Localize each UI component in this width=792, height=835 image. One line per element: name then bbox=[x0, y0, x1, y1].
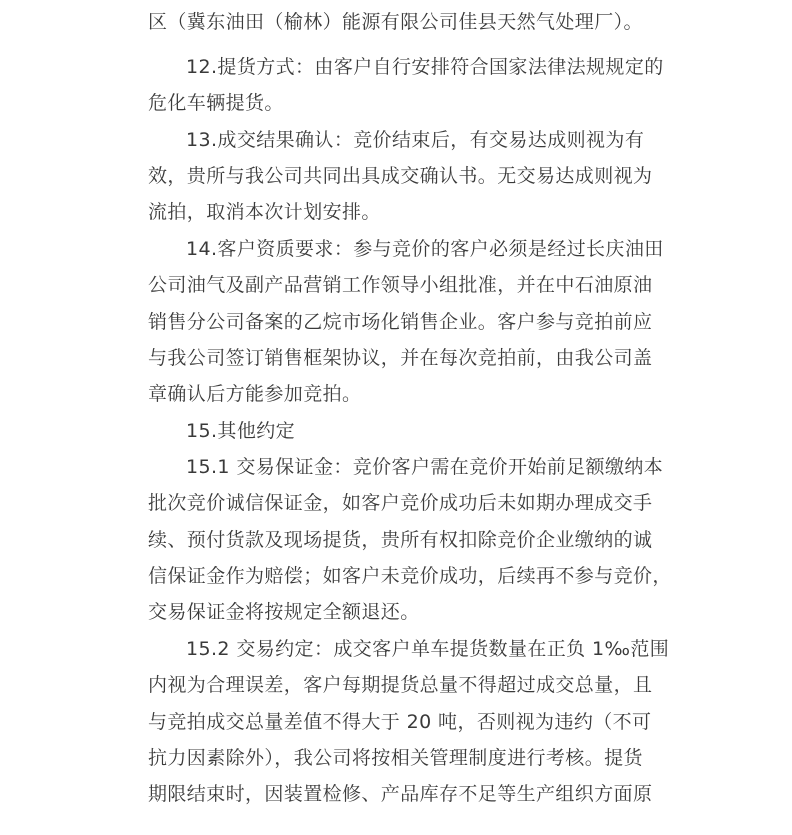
text-line: 销售分公司备案的乙烷市场化销售企业。客户参与竞拍前应 bbox=[148, 311, 653, 333]
clause-13-heading: 13.成交结果确认：竞价结束后，有交易达成则视为有 bbox=[186, 129, 645, 151]
text-line: 批次竞价诚信保证金，如客户竞价成功后未如期办理成交手 bbox=[148, 492, 653, 514]
clause-12-heading: 12.提货方式：由客户自行安排符合国家法律法规规定的 bbox=[186, 56, 664, 78]
clause-15-1-heading: 15.1 交易保证金：竞价客户需在竞价开始前足额缴纳本 bbox=[186, 456, 664, 478]
text-line: 交易保证金将按规定全额退还。 bbox=[148, 601, 420, 623]
text-line: 期限结束时，因装置检修、产品库存不足等生产组织方面原 bbox=[148, 783, 653, 805]
text-line: 内视为合理误差，客户每期提货总量不得超过成交总量，且 bbox=[148, 674, 653, 696]
text-line: 章确认后方能参加竞拍。 bbox=[148, 383, 362, 405]
text-line: 与竞拍成交总量差值不得大于 20 吨，否则视为违约（不可 bbox=[148, 711, 652, 733]
text-line: 危化车辆提货。 bbox=[148, 92, 284, 114]
text-line: 信保证金作为赔偿；如客户未竞价成功，后续再不参与竞价， bbox=[148, 565, 672, 587]
text-line: 续、预付货款及现场提货，贵所有权扣除竞价企业缴纳的诚 bbox=[148, 529, 653, 551]
clause-15-heading: 15.其他约定 bbox=[186, 420, 296, 442]
text-line: 流拍，取消本次计划安排。 bbox=[148, 201, 381, 223]
text-line: 公司油气及副产品营销工作领导小组批准，并在中石油原油 bbox=[148, 274, 653, 296]
clause-14-heading: 14.客户资质要求：参与竞价的客户必须是经过长庆油田 bbox=[186, 238, 664, 260]
text-line: 效，贵所与我公司共同出具成交确认书。无交易达成则视为 bbox=[148, 165, 653, 187]
text-line: 区（冀东油田（榆林）能源有限公司佳县天然气处理厂）。 bbox=[148, 11, 643, 33]
text-line: 与我公司签订销售框架协议，并在每次竞拍前，由我公司盖 bbox=[148, 347, 653, 369]
text-line: 抗力因素除外），我公司将按相关管理制度进行考核。提货 bbox=[148, 747, 643, 769]
clause-15-2-heading: 15.2 交易约定：成交客户单车提货数量在正负 1‰范围 bbox=[186, 638, 670, 660]
